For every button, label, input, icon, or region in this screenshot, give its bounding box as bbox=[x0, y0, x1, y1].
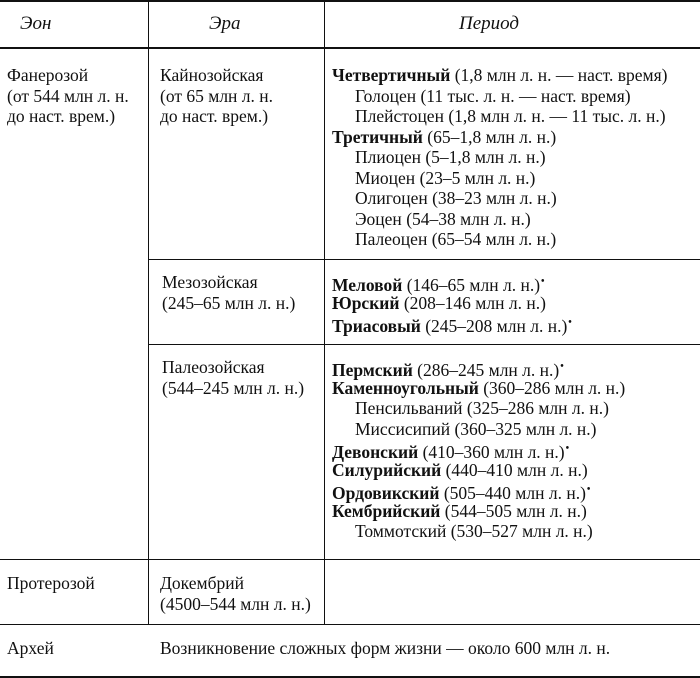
epoch-row bbox=[332, 419, 625, 440]
epoch-row bbox=[332, 229, 668, 250]
eon-era-divider bbox=[148, 0, 149, 624]
header-era: Эра bbox=[209, 13, 241, 34]
eon-proterozoic: Протерозой bbox=[7, 573, 95, 593]
period-range: (5–1,8 млн л. н.) bbox=[420, 147, 546, 167]
period-name: Четвертичный bbox=[332, 65, 451, 85]
period-range: (38–23 млн л. н.) bbox=[427, 188, 557, 208]
epoch-name: Плейстоцен bbox=[355, 106, 444, 126]
eon-phanerozoic bbox=[7, 65, 129, 127]
epoch-row bbox=[332, 521, 625, 542]
header-period: Период bbox=[459, 13, 520, 34]
period-range: (11 тыс. л. н. — наст. время) bbox=[416, 85, 631, 106]
epoch-name: Миссисипий bbox=[355, 418, 451, 439]
period-range: (1,8 млн л. н. — наст. время) bbox=[450, 65, 668, 85]
footnote-mark: • bbox=[565, 443, 570, 454]
epoch-row bbox=[332, 398, 625, 419]
era-line: Докембрий bbox=[160, 573, 244, 593]
period-name: Пермский bbox=[332, 360, 413, 380]
epoch-row bbox=[332, 106, 668, 127]
epoch-row bbox=[332, 86, 668, 107]
eon-line: (от 544 млн л. н. bbox=[7, 85, 129, 106]
period-name: Триасовый bbox=[332, 316, 421, 336]
period-row bbox=[332, 501, 625, 522]
period-name: Третичный bbox=[332, 126, 423, 147]
period-range: (530–527 млн л. н.) bbox=[446, 521, 593, 541]
period-range: (245–208 млн л. н.) bbox=[420, 316, 568, 336]
archean-note: Возникновение сложных форм жизни — около 600 млн л. н. bbox=[160, 638, 611, 658]
era-line: (245–65 млн л. н.) bbox=[162, 292, 296, 313]
epoch-name: Миоцен bbox=[355, 167, 416, 188]
era-mesozoic bbox=[162, 272, 295, 313]
period-row bbox=[332, 313, 572, 334]
period-range: (1,8 млн л. н. — 11 тыс. л. н.) bbox=[443, 106, 666, 126]
period-range: (65–54 млн л. н.) bbox=[427, 229, 557, 249]
period-range: (208–146 млн л. н.) bbox=[399, 292, 546, 313]
period-range: (360–286 млн л. н.) bbox=[478, 377, 626, 398]
period-range: (410–360 млн л. н.) bbox=[418, 442, 565, 462]
period-name: Силурийский bbox=[332, 459, 442, 480]
period-range: (325–286 млн л. н.) bbox=[462, 398, 609, 418]
period-name: Девонский bbox=[332, 442, 419, 462]
eon-line: до наст. врем.) bbox=[7, 106, 116, 126]
period-row bbox=[332, 127, 668, 148]
era-precambrian bbox=[160, 573, 311, 614]
period-name: Ордовикский bbox=[332, 483, 440, 503]
era-line: Кайнозойская bbox=[160, 65, 264, 85]
era-line: Мезозойская bbox=[162, 272, 258, 292]
eon-archean: Архей bbox=[7, 638, 54, 658]
cenozoic-bottom-border bbox=[148, 259, 700, 260]
epoch-name: Томмотский bbox=[355, 521, 447, 541]
epoch-name: Голоцен bbox=[355, 85, 417, 106]
period-range: (440–410 млн л. н.) bbox=[441, 459, 588, 480]
era-line: (4500–544 млн л. н.) bbox=[160, 593, 311, 614]
eon-line: Фанерозой bbox=[7, 65, 89, 85]
epoch-name: Пенсильваний bbox=[355, 398, 463, 418]
header-eon: Эон bbox=[20, 13, 52, 34]
epoch-row bbox=[332, 168, 668, 189]
period-range: (65–1,8 млн л. н.) bbox=[422, 126, 557, 147]
epoch-name: Палеоцен bbox=[355, 229, 428, 249]
proterozoic-bottom-border bbox=[0, 624, 700, 625]
mesozoic-bottom-border bbox=[148, 344, 700, 345]
period-range: (286–245 млн л. н.) bbox=[412, 360, 560, 380]
epoch-name: Олигоцен bbox=[355, 188, 428, 208]
era-cenozoic bbox=[160, 65, 273, 127]
period-row bbox=[332, 357, 625, 378]
era-line: Палеозойская bbox=[162, 357, 265, 377]
period-name: Каменноугольный bbox=[332, 377, 479, 398]
period-name: Меловой bbox=[332, 275, 403, 295]
period-list-cenozoic bbox=[332, 65, 668, 250]
period-list-paleozoic bbox=[332, 357, 625, 542]
footnote-mark: • bbox=[560, 361, 564, 372]
era-line: (от 65 млн л. н. bbox=[160, 85, 274, 106]
period-name: Кембрийский bbox=[332, 500, 441, 521]
header-bottom-border bbox=[0, 47, 700, 49]
footnote-mark: • bbox=[568, 317, 572, 328]
period-row bbox=[332, 480, 625, 501]
period-range: (54–38 млн л. н.) bbox=[401, 208, 531, 229]
epoch-name: Эоцен bbox=[355, 208, 402, 229]
period-row bbox=[332, 65, 668, 86]
epoch-row bbox=[332, 188, 668, 209]
era-line: до наст. врем.) bbox=[160, 106, 269, 126]
era-paleozoic bbox=[162, 357, 304, 398]
period-row bbox=[332, 293, 572, 314]
period-range: (360–325 млн л. н.) bbox=[450, 418, 597, 439]
period-row bbox=[332, 378, 625, 399]
period-name: Юрский bbox=[332, 292, 400, 313]
era-line: (544–245 млн л. н.) bbox=[162, 377, 305, 398]
footnote-mark: • bbox=[586, 484, 591, 495]
epoch-row bbox=[332, 147, 668, 168]
period-range: (146–65 млн л. н.) bbox=[402, 275, 541, 295]
footnote-mark: • bbox=[541, 276, 545, 287]
table-top-border bbox=[0, 0, 700, 2]
epoch-name: Плиоцен bbox=[355, 147, 421, 167]
period-row bbox=[332, 439, 625, 460]
period-row bbox=[332, 460, 625, 481]
epoch-row bbox=[332, 209, 668, 230]
era-period-divider bbox=[324, 0, 325, 624]
period-range: (544–505 млн л. н.) bbox=[440, 500, 587, 521]
period-range: (23–5 млн л. н.) bbox=[415, 167, 536, 188]
period-range: (505–440 млн л. н.) bbox=[439, 483, 586, 503]
phanerozoic-bottom-border bbox=[0, 559, 700, 560]
period-row bbox=[332, 272, 572, 293]
period-list-mesozoic bbox=[332, 272, 572, 334]
